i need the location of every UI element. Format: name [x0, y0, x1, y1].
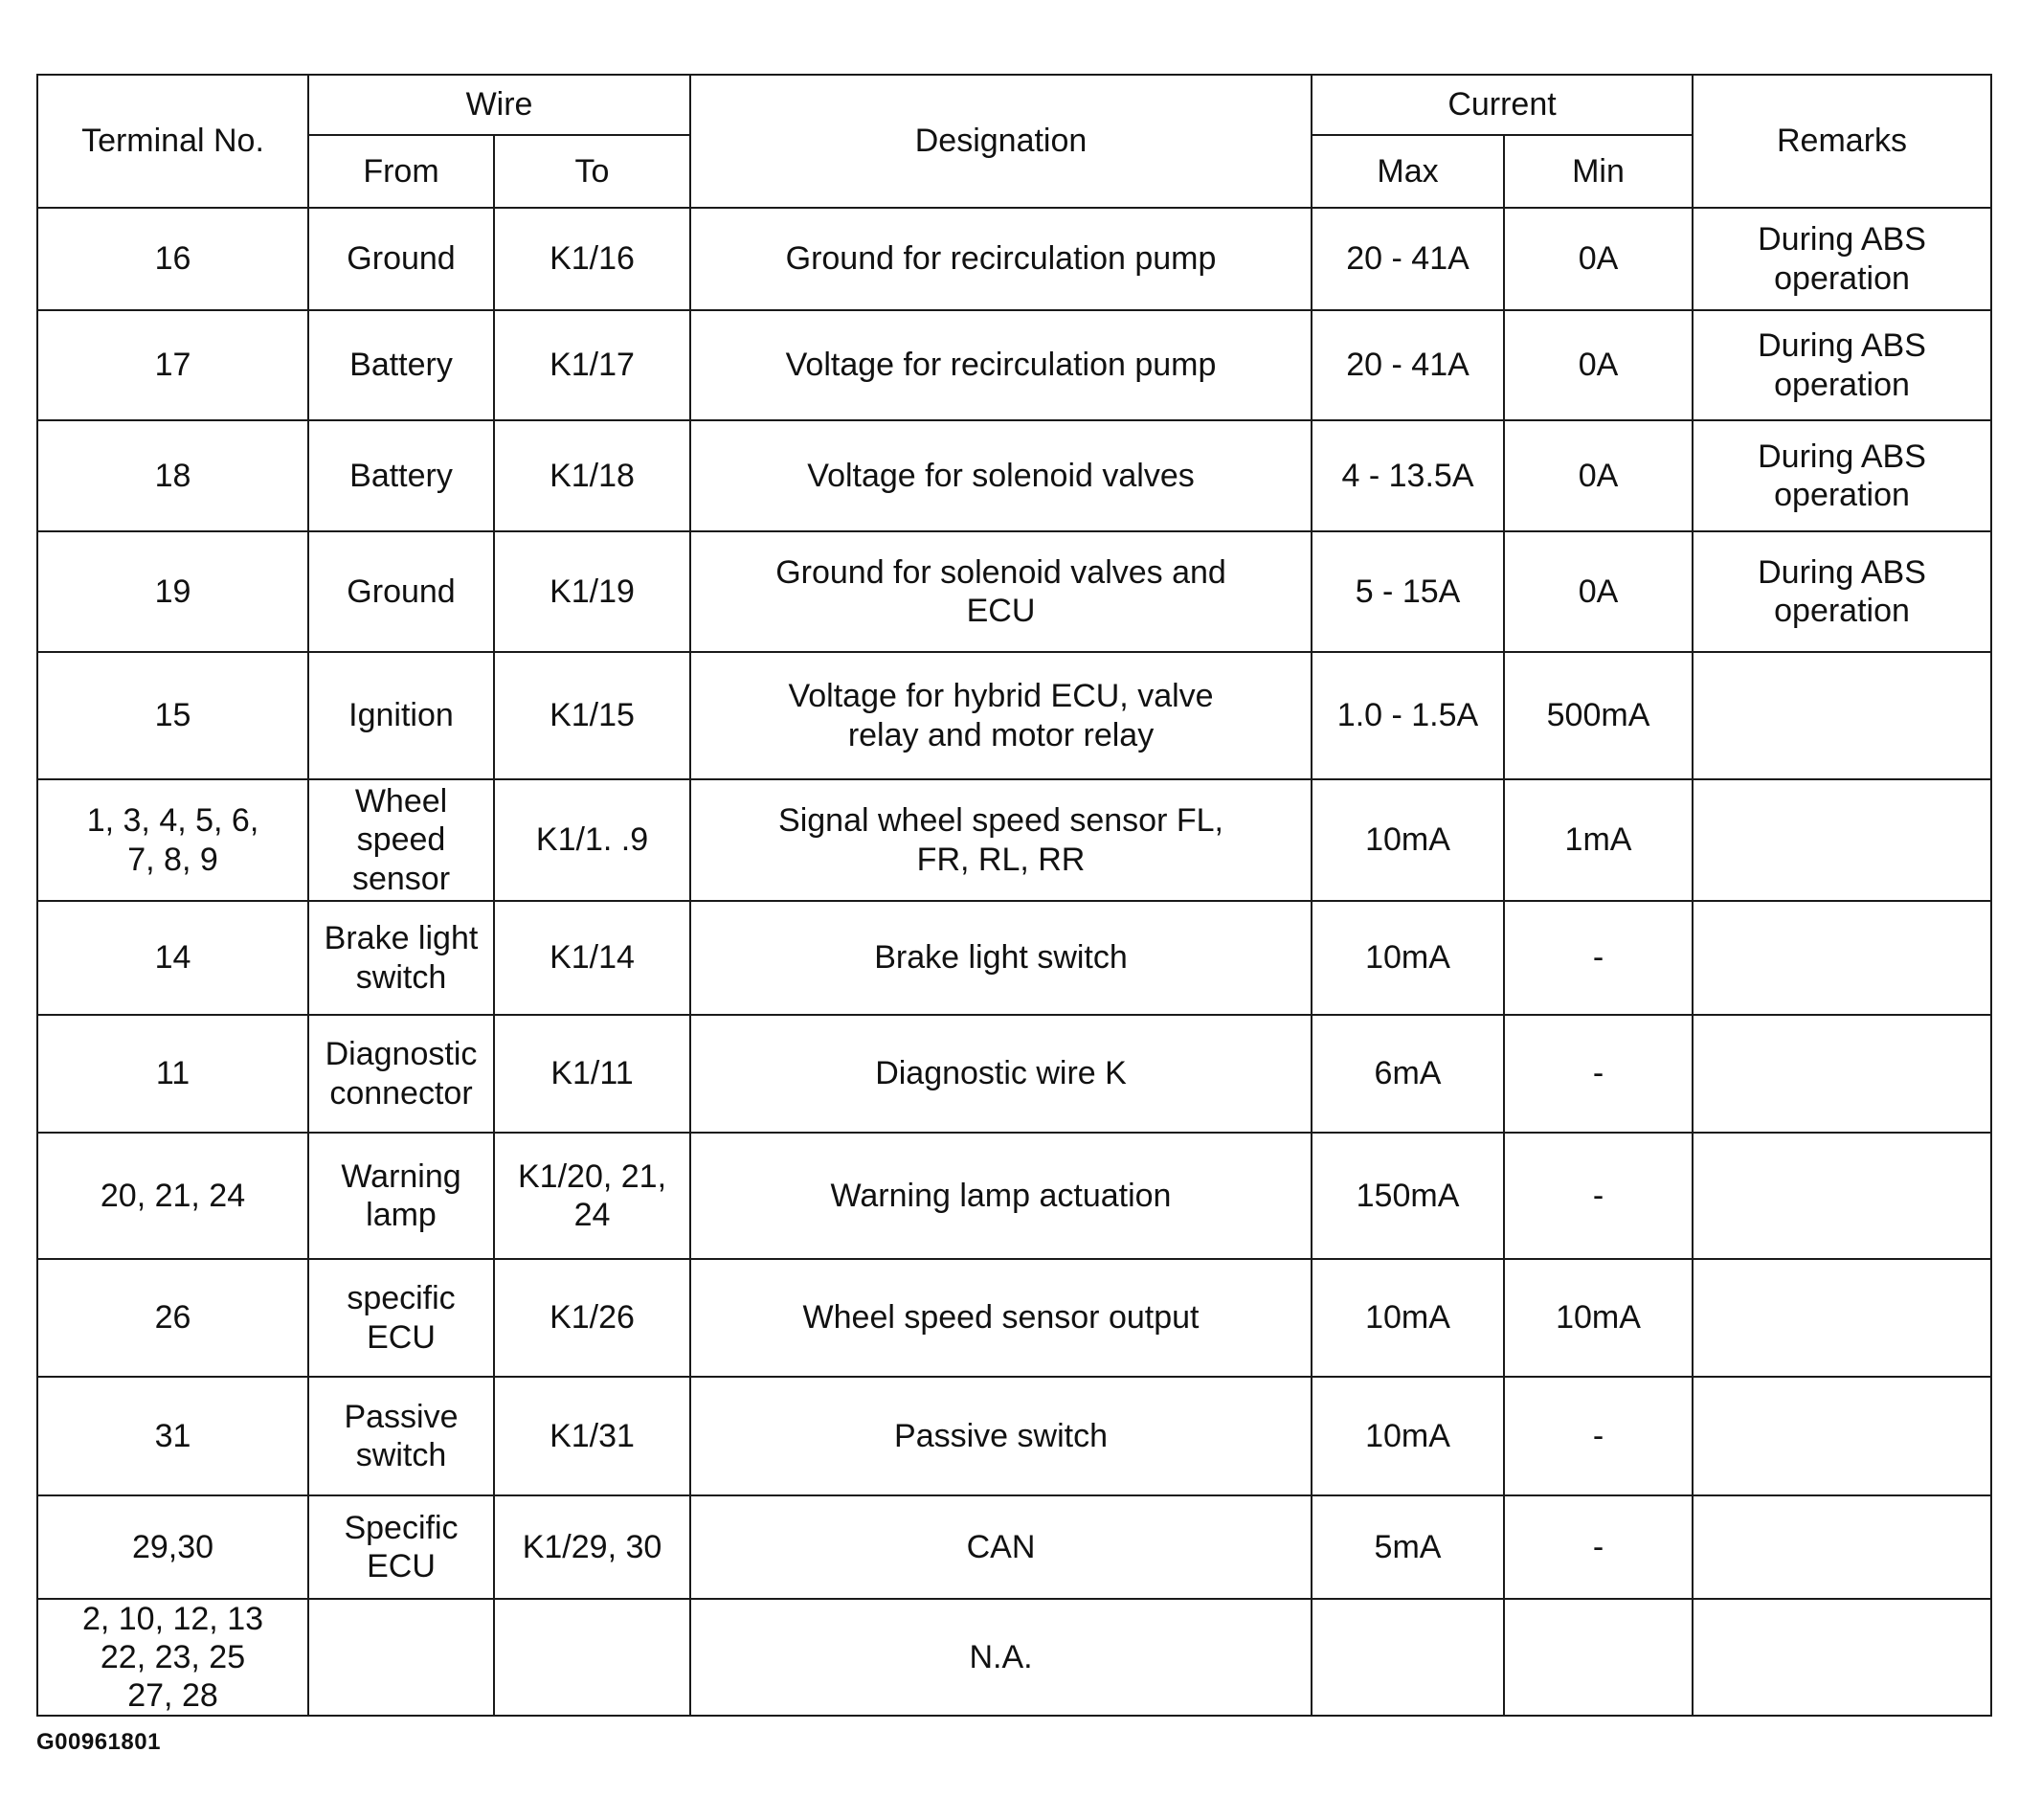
current-max-cell: 10mA: [1312, 1259, 1504, 1377]
wire-to-cell: [494, 1495, 690, 1599]
current-min-cell: 0A: [1504, 420, 1693, 531]
current-max-cell: [1312, 1599, 1504, 1716]
current-min-header: Min: [1504, 135, 1693, 208]
designation-cell-line: Brake light switch: [874, 939, 1128, 977]
wire-from-cell-line: Specific: [344, 1509, 459, 1546]
wire-from-cell-line: ECU: [367, 1548, 436, 1584]
designation-cell-line: Wheel speed sensor output: [802, 1299, 1200, 1337]
wire-to-cell: [494, 420, 690, 531]
designation-cell: [690, 1377, 1312, 1495]
designation-cell-line: Warning lamp actuation: [830, 1177, 1172, 1214]
designation-cell-line: N.A.: [969, 1639, 1033, 1676]
wire-from-cell-line: Battery: [349, 347, 453, 384]
remarks-cell: [1693, 531, 1991, 652]
remarks-cell-line: During ABS: [1758, 438, 1926, 475]
terminal-cell-line: 19: [154, 573, 191, 610]
remarks-cell-line: operation: [1774, 593, 1910, 629]
designation-cell: [690, 1599, 1312, 1716]
current-min-cell: 10mA: [1504, 1259, 1693, 1377]
wire-to-cell-line: K1/17: [550, 347, 635, 384]
wire-to-cell-line: K1/11: [550, 1055, 634, 1092]
wire-to-cell-line: K1/1. .9: [535, 821, 649, 859]
wire-to-cell-line: K1/15: [550, 697, 635, 734]
wire-from-cell-line: Battery: [349, 457, 453, 494]
remarks-cell-line: operation: [1774, 366, 1910, 403]
table-header: [37, 75, 1991, 208]
designation-cell-line: Ground for solenoid valves and: [775, 553, 1226, 591]
terminal-cell-line: 2, 10, 12, 13: [81, 1601, 264, 1637]
wire-from-cell-line: sensor: [351, 860, 451, 897]
current-min-cell: 0A: [1504, 310, 1693, 420]
wire-to-cell-line: K1/20, 21,: [518, 1157, 667, 1195]
current-max-cell: 5mA: [1312, 1495, 1504, 1599]
wire-from-cell-line: switch: [355, 958, 447, 996]
remarks-cell: [1693, 310, 1991, 420]
wire-to-cell-line: 24: [573, 1197, 611, 1233]
wire-from-cell: [308, 1259, 494, 1377]
table-row: [37, 208, 1991, 310]
current-min-cell: -: [1504, 1015, 1693, 1133]
designation-cell-line: FR, RL, RR: [916, 841, 1086, 878]
wire-from-cell-line: lamp: [366, 1197, 437, 1233]
designation-cell-line: Ground for recirculation pump: [785, 240, 1217, 278]
table-row: [37, 420, 1991, 531]
terminal-cell-line: 1, 3, 4, 5, 6,: [86, 802, 259, 840]
current-min-cell: -: [1504, 1133, 1693, 1259]
terminal-cell: [37, 901, 308, 1015]
current-max-header: Max: [1312, 135, 1504, 208]
wire-to-cell: [494, 652, 690, 779]
remarks-cell: [1693, 652, 1991, 779]
wire-from-cell: [308, 531, 494, 652]
terminal-cell-line: 14: [154, 939, 191, 977]
remarks-cell: [1693, 1133, 1991, 1259]
wire-to-cell-line: K1/26: [550, 1299, 635, 1337]
current-max-cell: 10mA: [1312, 1377, 1504, 1495]
current-max-cell: 10mA: [1312, 779, 1504, 901]
wire-from-cell: [308, 1133, 494, 1259]
terminal-cell-line: 29,30: [131, 1528, 214, 1565]
terminal-cell-line: 18: [154, 457, 191, 494]
wire-from-cell-line: Warning: [341, 1157, 461, 1195]
current-min-cell: 0A: [1504, 208, 1693, 310]
terminal-cell-line: 16: [154, 240, 191, 278]
wire-to-cell: [494, 1015, 690, 1133]
wire-from-cell-line: ECU: [367, 1318, 436, 1356]
wire-to-cell-line: K1/14: [550, 939, 635, 977]
current-max-cell: 20 - 41A: [1312, 310, 1504, 420]
current-min-cell: 0A: [1504, 531, 1693, 652]
terminal-cell: [37, 531, 308, 652]
table-row: [37, 1377, 1991, 1495]
designation-cell-line: Signal wheel speed sensor FL,: [778, 802, 1223, 840]
remarks-cell: [1693, 1599, 1991, 1716]
table-row: [37, 901, 1991, 1015]
terminal-cell-line: 27, 28: [127, 1677, 218, 1715]
wire-from-cell-line: Wheel: [354, 783, 448, 820]
table-row: [37, 1599, 1991, 1716]
terminal-cell: [37, 1599, 308, 1716]
designation-cell-line: ECU: [966, 593, 1036, 629]
terminal-cell: [37, 1495, 308, 1599]
terminal-cell-line: 11: [155, 1055, 191, 1092]
terminal-cell: [37, 779, 308, 901]
current-max-cell: 10mA: [1312, 901, 1504, 1015]
wire-from-cell-line: connector: [329, 1074, 473, 1112]
table-row: [37, 652, 1991, 779]
current-max-cell: 150mA: [1312, 1133, 1504, 1259]
current-min-cell: [1504, 1599, 1693, 1716]
designation-header: Designation: [690, 75, 1312, 208]
wire-to-cell: [494, 901, 690, 1015]
designation-cell: [690, 531, 1312, 652]
designation-cell-line: relay and motor relay: [847, 716, 1155, 753]
remarks-cell: [1693, 901, 1991, 1015]
wire-from-header: From: [308, 135, 494, 208]
current-min-cell: 1mA: [1504, 779, 1693, 901]
terminal-cell: [37, 310, 308, 420]
terminal-cell-line: 17: [154, 347, 191, 384]
designation-cell: [690, 1133, 1312, 1259]
designation-cell: [690, 208, 1312, 310]
pin-assignment-table: [36, 74, 1992, 1717]
remarks-cell: [1693, 1015, 1991, 1133]
designation-cell: [690, 901, 1312, 1015]
current-min-cell: -: [1504, 901, 1693, 1015]
wire-to-cell: [494, 1133, 690, 1259]
wire-from-cell-line: Passive: [344, 1398, 459, 1435]
designation-cell: [690, 779, 1312, 901]
wire-to-cell-line: K1/16: [550, 240, 635, 278]
current-max-cell: 5 - 15A: [1312, 531, 1504, 652]
wire-to-cell-line: K1/29, 30: [522, 1528, 662, 1565]
wire-to-cell: [494, 208, 690, 310]
wire-from-cell-line: Ground: [347, 240, 456, 278]
wire-from-cell: [308, 779, 494, 901]
wire-to-cell: [494, 1599, 690, 1716]
wire-from-cell-line: Ignition: [348, 697, 454, 734]
wire-from-cell-line: Diagnostic: [325, 1036, 478, 1073]
remarks-cell: [1693, 420, 1991, 531]
remarks-cell-line: During ABS: [1758, 221, 1926, 258]
remarks-cell: [1693, 1377, 1991, 1495]
wire-to-cell-line: K1/31: [550, 1417, 635, 1454]
terminal-cell: [37, 1259, 308, 1377]
current-header: Current: [1312, 75, 1693, 135]
wire-to-cell-line: K1/19: [550, 573, 635, 610]
remarks-cell-line: operation: [1774, 259, 1910, 297]
current-min-cell: -: [1504, 1495, 1693, 1599]
wire-from-cell: [308, 1377, 494, 1495]
current-min-cell: -: [1504, 1377, 1693, 1495]
designation-cell-line: Voltage for recirculation pump: [785, 347, 1217, 384]
remarks-cell: [1693, 1495, 1991, 1599]
designation-cell: [690, 310, 1312, 420]
terminal-cell: [37, 1133, 308, 1259]
designation-cell: [690, 1259, 1312, 1377]
current-max-cell: 1.0 - 1.5A: [1312, 652, 1504, 779]
table-row: [37, 779, 1991, 901]
wire-to-cell: [494, 1377, 690, 1495]
designation-cell: [690, 1495, 1312, 1599]
designation-cell-line: Passive switch: [894, 1417, 1108, 1454]
wire-from-cell-line: switch: [355, 1437, 447, 1473]
current-max-cell: 6mA: [1312, 1015, 1504, 1133]
wire-from-cell: [308, 420, 494, 531]
terminal-cell: [37, 652, 308, 779]
wire-to-cell: [494, 531, 690, 652]
designation-cell: [690, 1015, 1312, 1133]
figure-code: G00961801: [36, 1729, 161, 1755]
remarks-cell: [1693, 779, 1991, 901]
current-max-cell: 20 - 41A: [1312, 208, 1504, 310]
wire-from-cell-line: speed: [356, 821, 446, 859]
terminal-cell-line: 26: [154, 1299, 191, 1337]
wire-from-cell: [308, 1495, 494, 1599]
designation-cell: [690, 652, 1312, 779]
wire-from-cell: [308, 1015, 494, 1133]
designation-cell-line: Voltage for solenoid valves: [807, 457, 1195, 494]
remarks-cell: [1693, 1259, 1991, 1377]
table-row: [37, 1015, 1991, 1133]
remarks-cell-line: operation: [1774, 477, 1910, 513]
terminal-cell-line: 22, 23, 25: [100, 1639, 246, 1676]
table-body: [37, 208, 1991, 1716]
current-min-cell: 500mA: [1504, 652, 1693, 779]
wire-from-cell: [308, 901, 494, 1015]
terminal-cell: [37, 1015, 308, 1133]
designation-cell-line: Voltage for hybrid ECU, valve: [788, 678, 1214, 715]
wire-to-header: To: [494, 135, 690, 208]
designation-cell-line: Diagnostic wire K: [875, 1055, 1127, 1092]
wire-to-cell: [494, 310, 690, 420]
terminal-cell: [37, 1377, 308, 1495]
designation-cell: [690, 420, 1312, 531]
table-row: [37, 531, 1991, 652]
wire-from-cell-line: Brake light: [324, 920, 479, 957]
remarks-cell-line: During ABS: [1758, 327, 1926, 365]
wire-from-cell: [308, 310, 494, 420]
terminal-cell-line: 20, 21, 24: [100, 1177, 246, 1214]
wire-header: Wire: [308, 75, 690, 135]
current-max-cell: 4 - 13.5A: [1312, 420, 1504, 531]
terminal-cell-line: 7, 8, 9: [127, 841, 218, 878]
terminal-cell-line: 15: [154, 697, 191, 734]
terminal-cell-line: 31: [154, 1417, 191, 1454]
table-row: [37, 1133, 1991, 1259]
wire-to-cell: [494, 1259, 690, 1377]
table-row: [37, 1495, 1991, 1599]
terminal-cell: [37, 420, 308, 531]
wire-to-cell-line: K1/18: [550, 457, 635, 494]
wire-from-cell-line: Ground: [347, 573, 456, 610]
terminal-cell: [37, 208, 308, 310]
wire-from-cell-line: specific: [347, 1280, 456, 1317]
remarks-cell: [1693, 208, 1991, 310]
remarks-cell-line: During ABS: [1758, 553, 1926, 591]
table-row: [37, 1259, 1991, 1377]
designation-cell-line: CAN: [966, 1528, 1036, 1565]
table-row: [37, 310, 1991, 420]
terminal-no-header: Terminal No.: [37, 75, 308, 208]
wire-from-cell: [308, 208, 494, 310]
wire-to-cell: [494, 779, 690, 901]
wire-from-cell: [308, 652, 494, 779]
wire-from-cell: [308, 1599, 494, 1716]
remarks-header: Remarks: [1693, 75, 1991, 208]
